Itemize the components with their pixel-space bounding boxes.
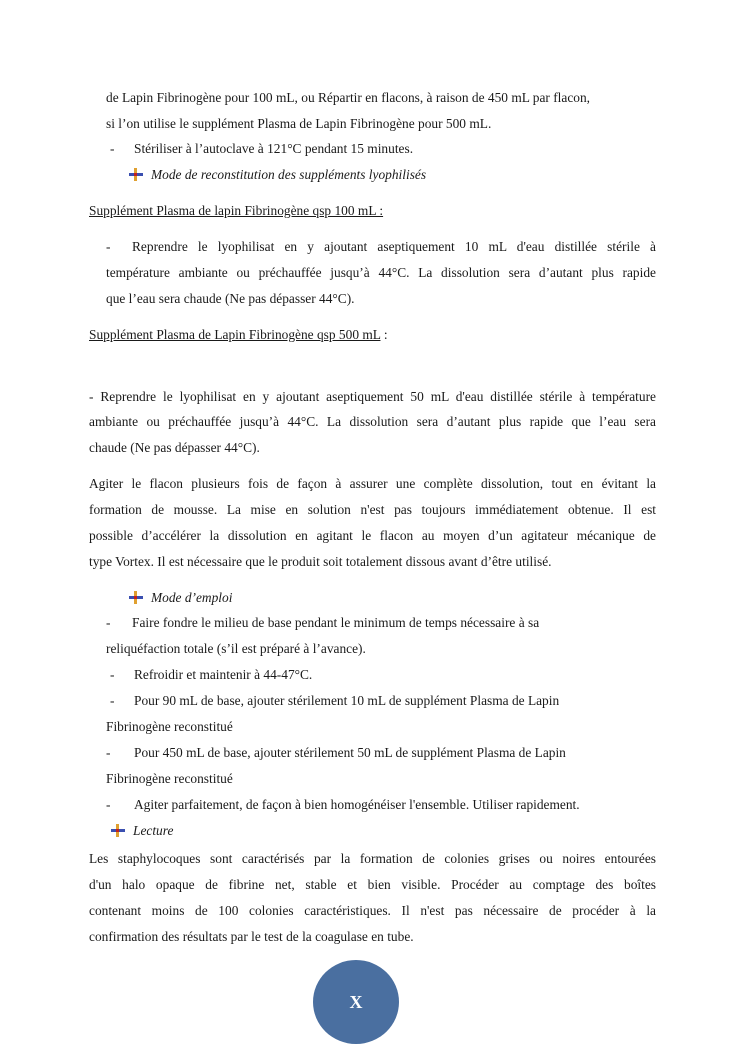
emploi-step-1-text: Faire fondre le milieu de base pendant le minimum de temps nécessaire à sa: [132, 615, 540, 630]
list-dash: -: [110, 693, 115, 708]
arrow-bullet-icon: [129, 591, 143, 604]
supplement-500-line-3: chaude (Ne pas dépasser 44°C).: [89, 440, 260, 455]
emploi-step-3-text: Pour 90 mL de base, ajouter stérilement 10 mL de supplément Plasma de Lapin: [134, 693, 560, 708]
lecture-line-1: Les staphylocoques sont caractérisés par la formation de colonies grises ou noires entourées: [89, 851, 656, 866]
emploi-step-5: [106, 796, 580, 814]
arrow-bullet-icon: [111, 824, 125, 837]
list-dash: -: [110, 141, 115, 156]
supplement-100-line-1: [106, 238, 656, 256]
agiter-line-1: Agiter le flacon plusieurs fois de façon à assurer une complète dissolution, tout en évitant la: [89, 476, 656, 491]
emploi-step-2-text: Refroidir et maintenir à 44-47°C.: [134, 667, 313, 682]
prep-line-1: de Lapin Fibrinogène pour 100 mL, ou Répartir en flacons, à raison de 450 mL par flacon,: [106, 90, 591, 105]
list-dash: -: [106, 745, 111, 760]
steriliser-text: Stériliser à l’autoclave à 121°C pendant 15 minutes.: [134, 141, 414, 156]
lecture-line-2: d'un halo opaque de fibrine net, stable et bien visible. Procéder au comptage des boîtes: [89, 877, 656, 892]
agiter-line-3: possible d’accélérer la dissolution en agitant le flacon au moyen d’un agitateur mécanique de: [89, 528, 656, 543]
supplement-100-line-2: température ambiante ou préchauffée jusqu’à 44°C. La dissolution sera d’autant plus rapide: [106, 265, 656, 280]
list-dash: -: [106, 615, 111, 630]
list-dash: -: [106, 239, 111, 254]
agiter-line-2: formation de mousse. La mise en solution n'est pas toujours immédiatement obtenue. Il est: [89, 502, 656, 517]
page-number-badge: [313, 960, 399, 1044]
emploi-step-4-line-1: [106, 744, 566, 762]
supplement-500-line-1: - Reprendre le lyophilisat en y ajoutant aseptiquement 50 mL d'eau distillée stérile à température: [89, 389, 656, 404]
supplement-500-colon: :: [380, 327, 388, 342]
lecture-line-4: confirmation des résultats par le test de la coagulase en tube.: [89, 929, 414, 944]
page-number: X: [349, 991, 363, 1012]
supplement-500-line-2: ambiante ou préchauffée jusqu’à 44°C. La dissolution sera d’autant plus rapide que l’eau sera: [89, 414, 656, 429]
supplement-500-title-row: [89, 326, 388, 344]
lecture-heading: Lecture: [133, 823, 174, 838]
list-dash: -: [110, 667, 115, 682]
agiter-line-4: type Vortex. Il est nécessaire que le produit soit totalement dissous avant d’être utilisé.: [89, 554, 552, 569]
lecture-line-3: contenant moins de 100 colonies caractéristiques. Il n'est pas nécessaire de procéder à la: [89, 903, 656, 918]
emploi-step-3-line-2: Fibrinogène reconstitué: [106, 719, 233, 734]
list-dash: -: [106, 797, 111, 812]
steriliser-item: [110, 140, 413, 158]
emploi-step-1-line-2: reliquéfaction totale (s’il est préparé à l’avance).: [106, 641, 366, 656]
emploi-step-4-line-2: Fibrinogène reconstitué: [106, 771, 233, 786]
emploi-step-1-line-1: [106, 614, 539, 632]
emploi-step-3-line-1: [110, 692, 559, 710]
emploi-step-4-text: Pour 450 mL de base, ajouter stérilement 50 mL de supplément Plasma de Lapin: [134, 745, 566, 760]
emploi-step-2: [110, 666, 312, 684]
supplement-100-text-1: Reprendre le lyophilisat en y ajoutant aseptiquement 10 mL d'eau distillée stérile à: [132, 239, 656, 254]
emploi-step-5-text: Agiter parfaitement, de façon à bien homogénéiser l'ensemble. Utiliser rapidement.: [134, 797, 580, 812]
supplement-100-line-3: que l’eau sera chaude (Ne pas dépasser 44°C).: [106, 291, 355, 306]
arrow-bullet-icon: [129, 168, 143, 181]
emploi-heading: Mode d’emploi: [151, 590, 233, 605]
supplement-100-title: Supplément Plasma de lapin Fibrinogène qsp 100 mL :: [89, 203, 384, 218]
supplement-500-title: Supplément Plasma de Lapin Fibrinogène qsp 500 mL: [89, 327, 381, 342]
prep-line-2: si l’on utilise le supplément Plasma de Lapin Fibrinogène pour 500 mL.: [106, 116, 492, 131]
reconstitution-heading: Mode de reconstitution des suppléments lyophilisés: [151, 167, 427, 182]
